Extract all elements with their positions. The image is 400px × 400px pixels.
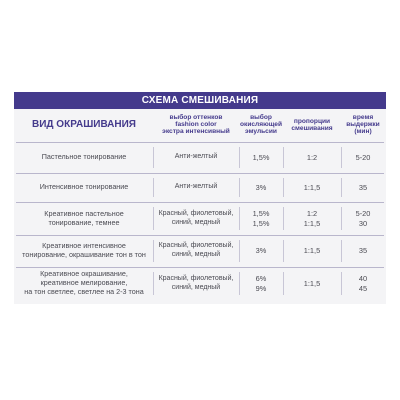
text-line: выбор xyxy=(250,114,272,122)
column-divider xyxy=(239,272,240,295)
column-divider xyxy=(239,240,240,262)
cell-exposure-time xyxy=(342,235,384,267)
text-line: 1,5% xyxy=(252,152,270,162)
text-line: выдержки xyxy=(346,121,380,129)
cell-exposure-time xyxy=(342,173,384,202)
text-line: выбор оттенков xyxy=(169,114,223,122)
text-line: креативное мелирование, xyxy=(40,278,128,288)
text-line: Интенсивное тонирование xyxy=(39,182,129,192)
column-divider xyxy=(239,147,240,168)
column-divider xyxy=(153,207,154,230)
text-line: 35 xyxy=(358,246,368,256)
cell-emulsion xyxy=(240,142,282,173)
cell-exposure-time xyxy=(342,267,384,300)
header-mix-proportion xyxy=(284,109,340,142)
text-line: пропорции xyxy=(293,117,331,125)
cell-exposure-time xyxy=(342,202,384,235)
text-line: синий, медный xyxy=(171,283,221,291)
text-line: Красный, фиолетовый, xyxy=(158,242,234,250)
header-exposure-time xyxy=(342,109,384,142)
cell-proportion xyxy=(284,142,340,173)
cell-emulsion xyxy=(240,235,282,267)
text-line: 1,5% xyxy=(252,218,270,228)
text-line: 5-20 xyxy=(355,209,371,219)
text-line: экстра интенсивный xyxy=(162,127,230,135)
cell-coloring-type xyxy=(16,267,152,300)
text-line: на тон светлее, светлее на 2-3 тона xyxy=(24,286,144,296)
column-divider xyxy=(341,207,342,230)
column-divider xyxy=(283,207,284,230)
column-divider xyxy=(153,178,154,197)
text-line: Креативное окрашивание, xyxy=(40,269,128,279)
cell-exposure-time xyxy=(342,142,384,173)
text-line: тонирование, темнее xyxy=(48,217,120,227)
cell-shade-choice xyxy=(154,235,238,267)
column-divider xyxy=(153,272,154,295)
text-line: 6% xyxy=(255,274,267,284)
text-line: Анти-желтый xyxy=(174,183,218,191)
text-line: Анти-желтый xyxy=(174,153,218,161)
cell-coloring-type xyxy=(16,202,152,235)
text-line: Красный, фиолетовый, xyxy=(158,209,234,217)
cell-shade-choice xyxy=(154,142,238,173)
text-line: Креативное интенсивное xyxy=(42,241,126,251)
text-line: 1:1,5 xyxy=(303,218,321,228)
text-line: синий, медный xyxy=(171,218,221,226)
text-line: смешивания xyxy=(291,124,333,132)
text-line: эмульсии xyxy=(245,127,277,135)
cell-shade-choice xyxy=(154,267,238,300)
cell-emulsion xyxy=(240,267,282,300)
text-line: 1:1,5 xyxy=(303,246,321,256)
text-line: 35 xyxy=(358,182,368,192)
header-shade-choice xyxy=(154,109,238,142)
text-line: 1:1,5 xyxy=(303,182,321,192)
column-divider xyxy=(283,272,284,295)
column-divider xyxy=(283,178,284,197)
column-divider xyxy=(239,207,240,230)
cell-emulsion xyxy=(240,202,282,235)
text-line: 45 xyxy=(358,283,368,293)
cell-proportion xyxy=(284,173,340,202)
text-line: (мин) xyxy=(354,127,372,135)
mixing-table-card xyxy=(14,92,386,304)
text-line: 1:1,5 xyxy=(303,278,321,288)
column-divider xyxy=(341,178,342,197)
text-line: тонирование, окрашивание тон в тон xyxy=(22,250,146,259)
column-divider xyxy=(239,178,240,197)
text-line: время xyxy=(352,114,374,122)
text-line: 40 xyxy=(358,274,368,284)
cell-proportion xyxy=(284,235,340,267)
column-divider xyxy=(341,147,342,168)
text-line: fashion color xyxy=(175,121,217,129)
table-title: СХЕМА СМЕШИВАНИЯ xyxy=(14,92,386,109)
cell-coloring-type xyxy=(16,173,152,202)
text-line: 9% xyxy=(255,283,267,293)
cell-coloring-type xyxy=(16,235,152,267)
text-line: 1:2 xyxy=(306,209,318,219)
text-line: Креативное пастельное xyxy=(44,208,124,218)
text-line: окисляющей xyxy=(240,121,282,129)
cell-coloring-type xyxy=(16,142,152,173)
text-line: 3% xyxy=(255,182,267,192)
column-divider xyxy=(283,240,284,262)
text-line: 3% xyxy=(255,246,267,256)
column-divider xyxy=(153,240,154,262)
column-divider xyxy=(153,147,154,168)
text-line: синий, медный xyxy=(171,251,221,258)
text-line: 5-20 xyxy=(355,152,371,162)
header-coloring-type: ВИД ОКРАШИВАНИЯ xyxy=(32,119,136,131)
column-divider xyxy=(283,147,284,168)
header-emulsion-choice xyxy=(240,109,282,142)
cell-shade-choice xyxy=(154,173,238,202)
column-divider xyxy=(341,240,342,262)
text-line: 1:2 xyxy=(306,152,318,162)
text-line: 30 xyxy=(358,218,368,228)
text-line: 1,5% xyxy=(252,209,270,219)
cell-shade-choice xyxy=(154,202,238,235)
cell-proportion xyxy=(284,202,340,235)
text-line: Пастельное тонирование xyxy=(41,152,127,162)
text-line: Красный, фиолетовый, xyxy=(158,274,234,282)
column-divider xyxy=(341,272,342,295)
cell-proportion xyxy=(284,267,340,300)
cell-emulsion xyxy=(240,173,282,202)
